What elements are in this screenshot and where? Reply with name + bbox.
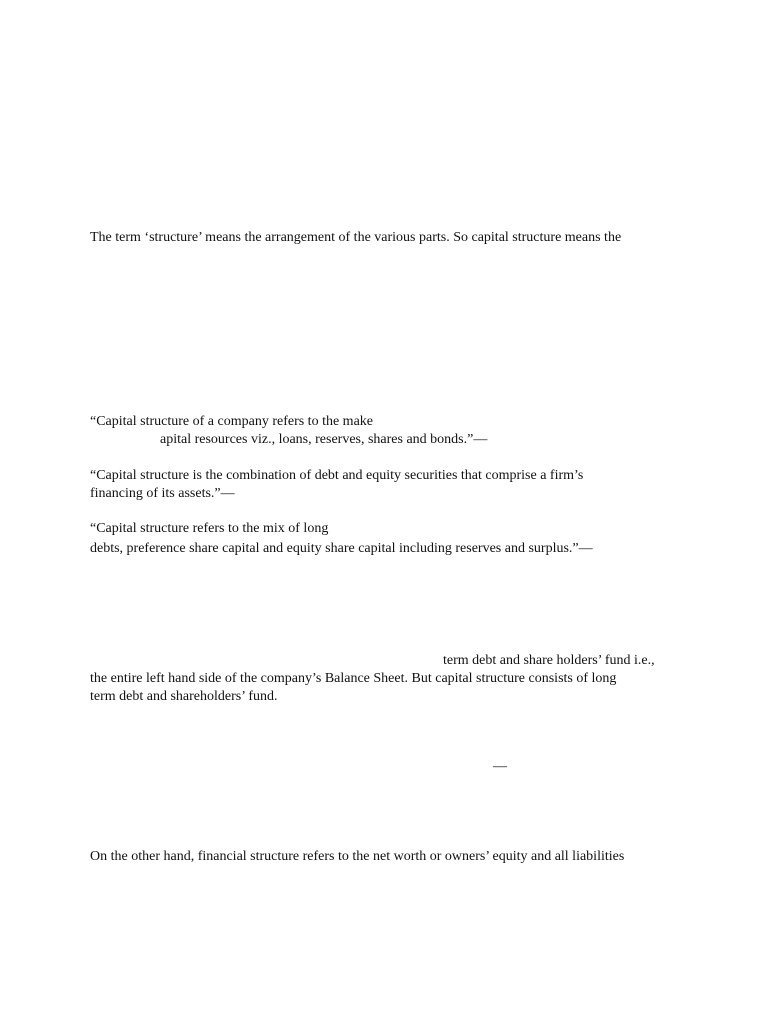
- definition-3-line-1: “Capital structure refers to the mix of long: [90, 521, 329, 536]
- definition-1-line-1: “Capital structure of a company refers to the make: [90, 414, 373, 429]
- definition-1-line-2: apital resources viz., loans, reserves, shares and bonds.”—: [160, 432, 488, 447]
- definition-2-line-1: “Capital structure is the combination of debt and equity securities that comprise a firm’s: [90, 468, 584, 483]
- paragraph-line-2: the entire left hand side of the company’s Balance Sheet. But capital structure consists of long: [90, 671, 617, 686]
- paragraph-line-3: term debt and shareholders’ fund.: [90, 689, 278, 704]
- definition-3-line-2: debts, preference share capital and equity share capital including reserves and surplus.”—: [90, 541, 593, 556]
- intro-line: The term ‘structure’ means the arrangement of the various parts. So capital structure means the: [90, 230, 622, 245]
- dash-line: —: [493, 759, 507, 774]
- closing-line: On the other hand, financial structure refers to the net worth or owners’ equity and all liabilities: [90, 849, 625, 864]
- paragraph-line-1: term debt and share holders’ fund i.e.,: [443, 653, 655, 668]
- definition-2-line-2: financing of its assets.”—: [90, 486, 235, 501]
